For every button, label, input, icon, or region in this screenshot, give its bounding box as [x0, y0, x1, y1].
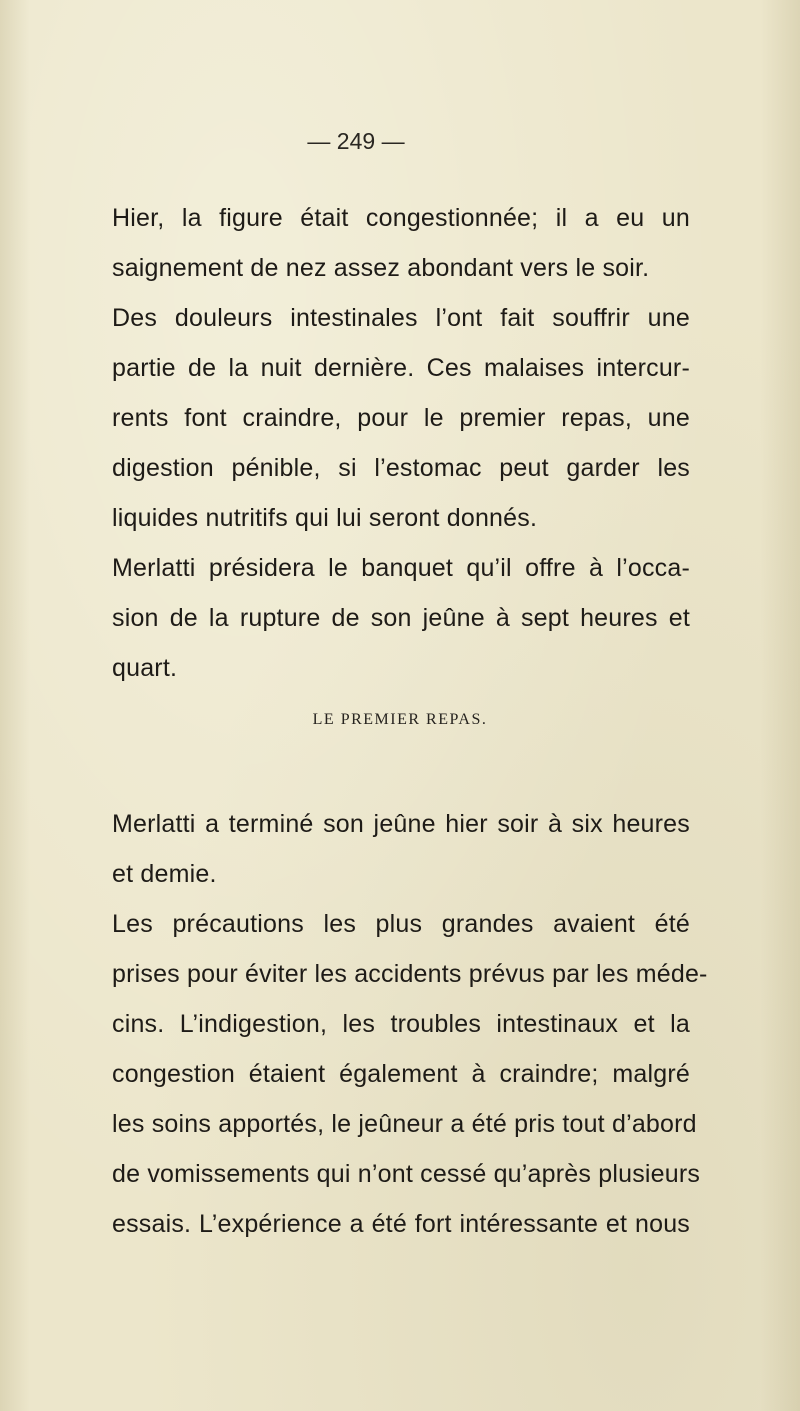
text-line: Des douleurs intestinales l’ont fait souffrir une [112, 304, 690, 332]
page-number: — 249 — [307, 128, 405, 154]
text-line: digestion pénible, si l’estomac peut garder les [112, 454, 690, 482]
text-line: et demie. [112, 860, 217, 888]
text-line: prises pour éviter les accidents prévus par les méde- [112, 960, 708, 988]
text-line: cins. L’indigestion, les troubles intestinaux et la [112, 1010, 690, 1038]
text-line: liquides nutritifs qui lui seront donnés. [112, 504, 538, 532]
text-line: essais. L’expérience a été fort intéressante et nous [112, 1210, 690, 1238]
text-line: sion de la rupture de son jeûne à sept heures et [112, 604, 690, 632]
text-line: congestion étaient également à craindre; malgré [112, 1060, 690, 1088]
page-edge-shadow-right [760, 0, 800, 1411]
section-heading: LE PREMIER REPAS. [312, 711, 488, 728]
text-line: Les précautions les plus grandes avaient été [112, 910, 690, 938]
text-line: Merlatti a terminé son jeûne hier soir à six heures [112, 810, 690, 838]
body-text-top [112, 193, 690, 693]
text-line: quart. [112, 654, 178, 682]
page-edge-shadow-left [0, 0, 30, 1411]
text-line: de vomissements qui n’ont cessé qu’après plusieurs [112, 1160, 701, 1188]
text-line: saignement de nez assez abondant vers le soir. [112, 254, 650, 282]
text-line: Merlatti présidera le banquet qu’il offre à l’occa- [112, 554, 690, 582]
text-line: les soins apportés, le jeûneur a été pris tout d’abord [112, 1110, 697, 1138]
text-line: Hier, la figure était congestionnée; il a eu un [112, 204, 690, 232]
text-line: rents font craindre, pour le premier repas, une [112, 404, 690, 432]
text-line: partie de la nuit dernière. Ces malaises intercur- [112, 354, 690, 382]
body-text-bottom [112, 799, 708, 1249]
